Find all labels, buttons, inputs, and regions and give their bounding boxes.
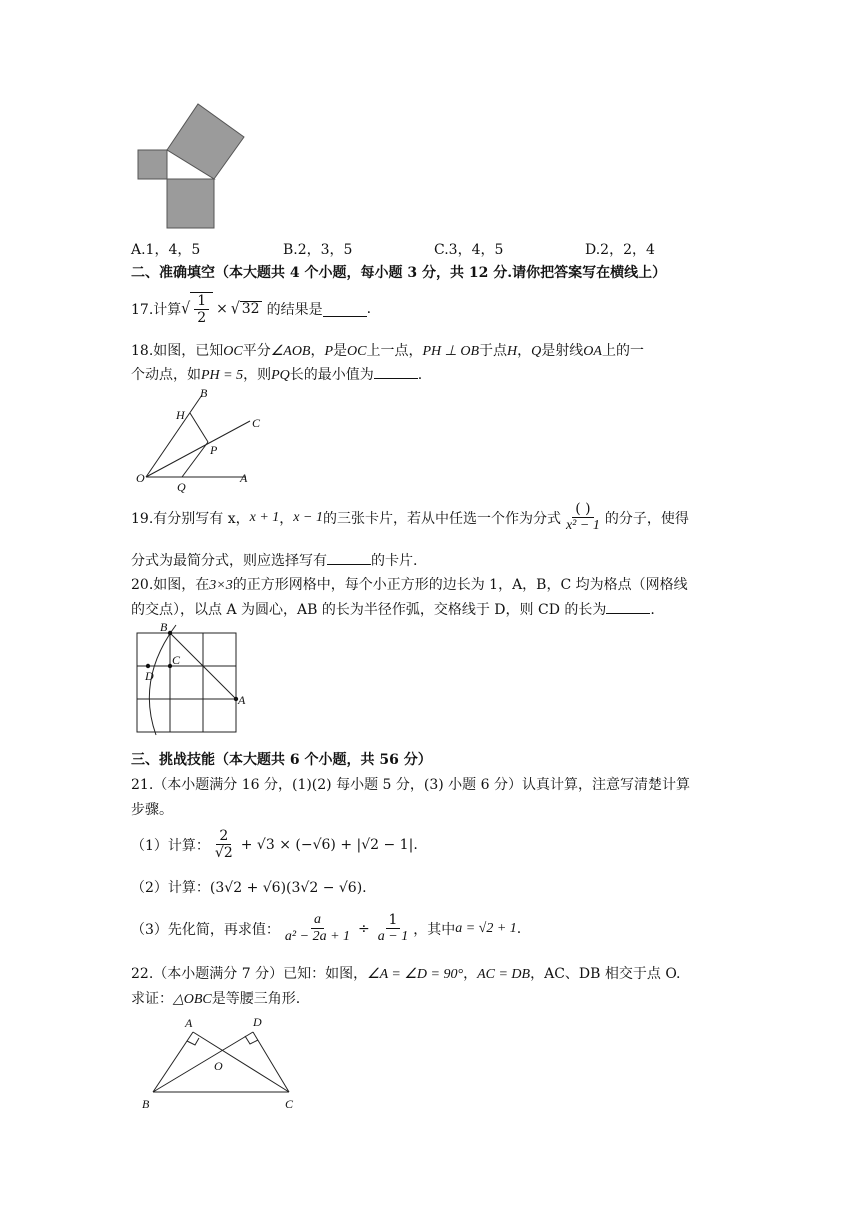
fig18-label-o: O [136,471,145,485]
q17-answer-blank[interactable] [323,302,367,317]
isosceles-proof-figure [134,1012,309,1114]
q19-answer-blank[interactable] [327,550,371,565]
question-17: 17.计算 √ $\frac{1}{2}$ × √ 32 的结果是 . [131,293,372,326]
question-22-line-2: 求证：△OBC是等腰三角形. [131,991,301,1007]
q17-times: × [216,301,228,317]
question-19-line-2: 分式为最简分式，则应选择写有 的卡片. [131,550,417,570]
question-21-part-3: （3）先化简，再求值： $\frac{a}{\text{a² − 2a + 1}}$ ÷ $\frac{1}{a - 1}$ ，其中 a = √2 + 1 . [131,912,522,944]
q20-answer-blank[interactable] [606,599,650,614]
fig22-label-a: A [185,1016,193,1030]
question-20-line-1: 20.如图，在3×3的正方形网格中，每个小正方形的边长为 1，A，B，C 均为格点（网格线 [131,577,688,593]
fig18-label-p: P [210,443,218,457]
fig18-label-h: H [176,408,185,422]
option-b: B.2，3，5 [283,242,353,258]
option-c: C.3，4，5 [434,242,504,258]
question-20-line-2: 的交点），以点 A 为圆心，AB 的长为半径作弧，交格线于 D，则 CD 的长为 . [131,599,655,619]
square-bottom [167,179,214,228]
question-19-line-1: 19.有分别写有 x， x + 1 ， x − 1 的三张卡片，若从中任选一个作为分式 $\frac{( )}{\text{x² − 1}}$ 的分子，使得 [131,501,689,533]
q17-prefix: 17.计算 [131,302,182,318]
fig20-label-c: C [172,653,181,667]
q17-sqrt-frac [190,292,213,326]
q19-fraction: $\frac{( )}{\text{x² − 1}}$ [565,501,600,533]
angle-bisector-figure [132,385,272,495]
square-small [138,150,167,179]
grid-arc-figure [128,617,258,737]
question-21-part-1: （1）计算： $\frac{2}{√2}$ + √3 × (−√6) + |√2 − 1| . [131,828,418,861]
question-18-line-1: 18.如图，已知OC平分∠AOB，P是OC上一点，PH ⊥ OB于点H，Q是射线OA上的一 [131,343,644,359]
section-3-heading: 三、挑战技能（本大题共 6 个小题，共 56 分） [131,752,432,768]
question-22-line-1: 22.（本小题满分 7 分）已知：如图，∠A = ∠D = 90°，AC = DB，AC、DB 相交于点 O. [131,966,681,982]
fig20-label-d: D [145,669,154,683]
fig22-label-c: C [285,1097,294,1111]
question-21-part-2: （2）计算：(3√2 + √6)(3√2 − √6). [131,880,367,896]
fig22-label-o: O [214,1059,223,1073]
section-2-heading: 二、准确填空（本大题共 4 个小题，每小题 3 分，共 12 分.请你把答案写在横线上） [131,265,667,281]
fig18-label-a: A [240,471,248,485]
fig18-label-b: B [200,386,208,400]
fig18-label-q: Q [177,480,186,494]
q17-frac-num: 1 [194,293,209,310]
q17-frac-den: 2 [197,310,207,326]
question-21-line-1: 21.（本小题满分 16 分，(1)(2) 每小题 5 分，(3) 小题 6 分）认真计算，注意写清楚计算 [131,777,690,793]
fig20-label-a: A [238,693,246,707]
fig20-label-b: B [160,620,168,634]
option-a: A.1，4，5 [131,242,201,258]
q18-answer-blank[interactable] [374,364,418,379]
question-18-line-2: 个动点，如PH = 5，则PQ长的最小值为 . [131,364,422,384]
question-21-line-2: 步骤。 [131,802,173,818]
fig22-label-d: D [253,1015,262,1029]
fig22-label-b: B [142,1097,150,1111]
q17-suffix: 的结果是 [266,302,323,318]
option-d: D.2，2，4 [585,242,655,258]
pythagoras-squares-figure [130,100,250,235]
fig18-label-c: C [252,416,261,430]
q17-radicand: 32 [241,301,260,317]
